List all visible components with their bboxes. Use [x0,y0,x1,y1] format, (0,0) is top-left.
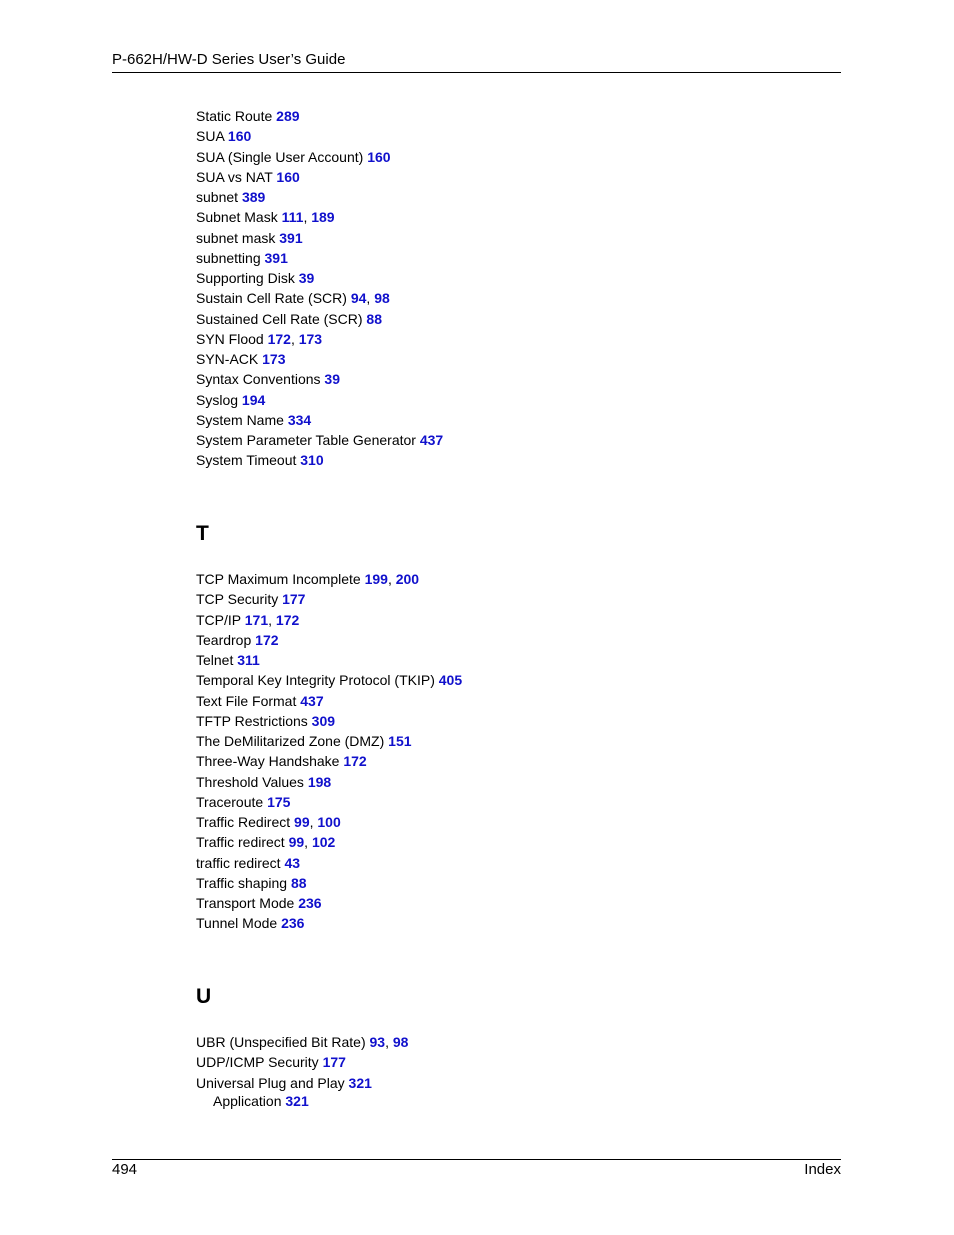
index-entry [196,369,443,389]
index-term: Application [213,1092,282,1109]
index-entry [196,1073,408,1093]
page-reference-link[interactable]: 172 [255,631,279,648]
index-term: Three-Way Handshake [196,753,340,770]
page-reference-link[interactable]: 172 [343,753,367,770]
index-group-s [196,106,443,471]
index-term: traffic redirect [196,854,281,871]
index-entry [196,610,462,630]
index-entry [196,349,443,369]
index-term: The DeMilitarized Zone (DMZ) [196,733,385,749]
page-separator: , [387,571,396,587]
index-entry [196,450,443,470]
index-entry [196,430,443,450]
index-entry [196,329,443,349]
page-reference-link[interactable]: 194 [241,391,266,408]
index-term: Teardrop [196,631,252,648]
index-term: Supporting Disk [196,270,295,286]
page-reference-link[interactable]: 43 [284,854,301,871]
index-term: subnetting [196,249,261,266]
index-term: Sustained Cell Rate (SCR) [196,310,363,327]
index-term: SYN-ACK [196,351,259,367]
page-reference-link[interactable]: 39 [324,371,340,388]
page-reference-link[interactable]: 88 [366,310,382,327]
page-reference-link[interactable]: 94 [350,290,367,307]
running-header-title: P-662H/HW-D Series User’s Guide [112,51,346,68]
index-term: Transport Mode [196,895,295,911]
page-reference-link[interactable]: 391 [264,249,288,266]
page-reference-link[interactable]: 236 [281,915,305,932]
page-separator: , [290,330,299,347]
index-entry [196,147,443,167]
index-term: Syslog [196,391,239,408]
index-term: TCP Security [196,591,279,608]
page-reference-link[interactable]: 99 [294,814,310,830]
index-term: SYN Flood [196,330,264,347]
index-entry [196,187,443,207]
index-entry [196,167,443,187]
index-entry [196,650,462,670]
index-entry [196,1052,408,1072]
page-separator: , [366,290,375,307]
index-entry [196,288,443,308]
footer-page-number: 494 [112,1161,138,1178]
page-reference-link[interactable]: 98 [392,1034,409,1050]
index-term: Sustain Cell Rate (SCR) [196,290,347,307]
page-reference-link[interactable]: 160 [227,128,252,145]
page-reference-link[interactable]: 321 [285,1092,309,1109]
index-entry [196,589,462,609]
index-entry [196,390,443,410]
index-entry [196,228,443,248]
index-entry [196,106,443,126]
index-entry [196,711,462,731]
index-entry [196,126,443,146]
page-reference-link[interactable]: 321 [348,1074,372,1091]
page-reference-link[interactable]: 289 [276,108,300,124]
index-entry [196,893,462,913]
index-entry [196,772,462,792]
page-separator: , [309,814,318,830]
page-reference-link[interactable]: 172 [275,611,300,628]
index-term: Static Route [196,108,273,124]
page-separator: , [304,834,312,851]
page-reference-link[interactable]: 175 [267,793,291,810]
index-term: Temporal Key Integrity Protocol (TKIP) [196,672,435,689]
index-group-u [196,1032,408,1110]
page-reference-link[interactable]: 160 [276,168,300,185]
page-reference-link[interactable]: 160 [367,148,391,165]
page-reference-link[interactable]: 236 [298,895,322,911]
page-reference-link[interactable]: 189 [311,209,335,226]
index-term: Tunnel Mode [196,915,278,932]
index-entry [196,812,462,832]
page-reference-link[interactable]: 199 [364,571,388,587]
index-entry [196,873,462,893]
index-entry [196,691,462,711]
page-reference-link[interactable]: 309 [311,712,336,729]
index-subentry [196,1093,408,1110]
index-term: TCP Maximum Incomplete [196,571,361,587]
page-separator: , [385,1034,393,1050]
index-term: subnet [196,189,239,205]
page-reference-link[interactable]: 100 [317,814,341,830]
footer-section-name: Index [804,1161,841,1178]
index-term: Traceroute [196,793,264,810]
index-entry [196,410,443,430]
page-reference-link[interactable]: 39 [298,270,315,286]
page-reference-link[interactable]: 98 [374,290,390,307]
page-reference-link[interactable]: 437 [300,692,324,709]
index-term: SUA (Single User Account) [196,148,364,165]
page-reference-link[interactable]: 311 [237,652,260,668]
index-term: SUA vs NAT [196,168,273,185]
index-group-t [196,569,462,934]
index-entry [196,913,462,933]
page-reference-link[interactable]: 93 [369,1034,386,1050]
index-letter-t: T [196,522,209,545]
page-reference-link[interactable]: 171 [244,611,269,628]
index-term: System Parameter Table Generator [196,432,416,448]
page-reference-link[interactable]: 437 [419,432,444,448]
index-entry [196,751,462,771]
index-entry [196,268,443,288]
index-term: Syntax Conventions [196,371,321,388]
page-reference-link[interactable]: 389 [241,189,266,205]
page-reference-link[interactable]: 173 [298,330,323,347]
page-separator: , [303,209,312,226]
page-reference-link[interactable]: 405 [438,672,463,689]
page-reference-link[interactable]: 177 [282,591,306,608]
page-reference-link[interactable]: 172 [267,330,291,347]
index-entry [196,248,443,268]
footer-rule [112,1159,841,1160]
index-entry [196,670,462,690]
index-entry [196,207,443,227]
index-term: System Timeout [196,452,297,469]
page-reference-link[interactable]: 198 [307,773,332,790]
page-reference-link[interactable]: 200 [395,571,420,587]
page-separator: , [268,611,276,628]
page-reference-link[interactable]: 391 [279,229,303,246]
page-reference-link[interactable]: 102 [311,834,336,851]
page-reference-link[interactable]: 151 [388,733,412,749]
index-entry [196,569,462,589]
index-term: Traffic shaping [196,874,288,891]
index-term: TCP/IP [196,611,241,628]
page-reference-link[interactable]: 334 [287,411,312,428]
index-term: Traffic redirect [196,834,285,851]
header-rule [112,72,841,73]
index-entry [196,1032,408,1052]
page-reference-link[interactable]: 88 [290,874,307,891]
index-term: Subnet Mask [196,209,278,226]
index-letter-u: U [196,985,212,1008]
index-entry [196,853,462,873]
index-entry [196,731,462,751]
index-term: subnet mask [196,229,276,246]
index-entry [196,630,462,650]
index-term: Threshold Values [196,773,304,790]
page-reference-link[interactable]: 99 [288,834,305,851]
index-entry [196,309,443,329]
page-reference-link[interactable]: 310 [300,452,324,469]
page-reference-link[interactable]: 177 [322,1054,346,1071]
index-term: System Name [196,411,284,428]
index-term: Text File Format [196,692,297,709]
index-term: TFTP Restrictions [196,712,308,729]
page-reference-link[interactable]: 173 [262,351,286,367]
index-entry [196,832,462,852]
index-term: UBR (Unspecified Bit Rate) [196,1034,366,1050]
index-term: Traffic Redirect [196,814,291,830]
index-entry [196,792,462,812]
page-reference-link[interactable]: 111 [281,209,304,226]
index-term: UDP/ICMP Security [196,1054,319,1071]
index-term: Telnet [196,652,234,668]
index-term: SUA [196,128,225,145]
index-term: Universal Plug and Play [196,1074,345,1091]
